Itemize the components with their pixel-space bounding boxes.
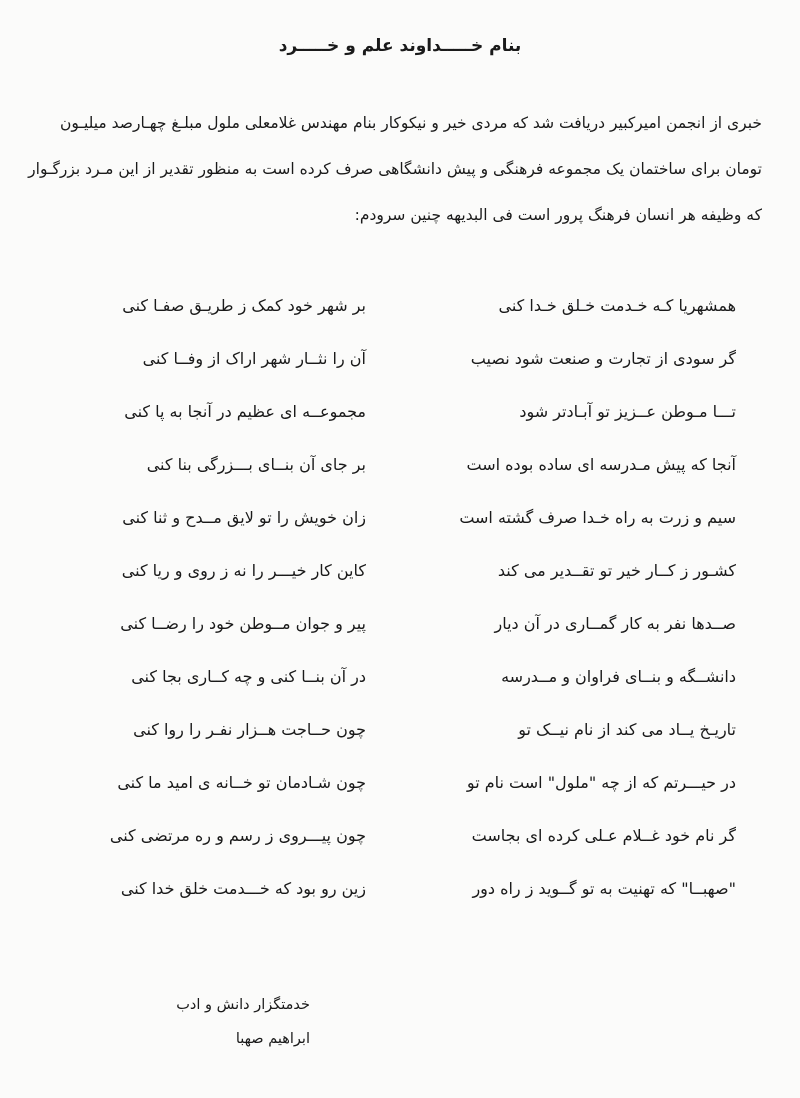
poem-hemistich-first: "صهبــا" که تهنیت به تو گــوید ز راه دور bbox=[472, 879, 736, 898]
poem-hemistich-second: چون شـادمان تو خــانه ی امید ما کنی bbox=[117, 773, 366, 792]
poem-hemistich-first: کشـور ز کــار خیر تو تقــدیر می کند bbox=[497, 561, 736, 580]
poem-couplet bbox=[0, 402, 800, 442]
poem-hemistich-second: چون حــاجت هــزار نفـر را روا کنی bbox=[133, 720, 366, 739]
poem-couplet bbox=[0, 455, 800, 495]
poem-couplet bbox=[0, 879, 800, 919]
poem-couplet bbox=[0, 667, 800, 707]
poem-couplet bbox=[0, 826, 800, 866]
poem-hemistich-first: تـــا مـوطن عــزیز تو آبـادتر شود bbox=[519, 402, 736, 421]
intro-line: که وظیفه هر انسان فرهنگ پرور است فی البدیهه چنین سرودم: bbox=[354, 206, 762, 224]
signature-title: خدمتگزار دانش و ادب bbox=[176, 997, 310, 1013]
poem-hemistich-first: تاریـخ یــاد می کند از نام نیــک تو bbox=[518, 720, 736, 739]
intro-line: تومان برای ساختمان یک مجموعه فرهنگی و پیش دانشگاهی صرف کرده است به منظور تقدیر از این مـرد بزرگـوار bbox=[28, 160, 762, 178]
poem-hemistich-first: دانشــگه و بنــای فراوان و مــدرسه bbox=[501, 667, 736, 686]
poem-couplet bbox=[0, 614, 800, 654]
poem-hemistich-first: در حیـــرتم که از چه "ملول" است نام تو bbox=[466, 773, 736, 792]
poem-hemistich-second: پیر و جوان مــوطن خود را رضــا کنی bbox=[120, 614, 366, 633]
poem-couplet bbox=[0, 561, 800, 601]
page-title: بنام خـــــداوند علم و خـــــرد bbox=[278, 36, 522, 56]
poem-hemistich-second: زان خویش را تو لایق مــدح و ثنا کنی bbox=[122, 508, 366, 527]
signature-name: ابراهیم صهبا bbox=[235, 1031, 310, 1047]
poem-hemistich-second: بر جای آن بنــای بـــزرگی بنا کنی bbox=[146, 455, 366, 474]
poem-hemistich-second: چون پیـــروی ز رسم و ره مرتضی کنی bbox=[109, 826, 366, 845]
poem-hemistich-second: مجموعــه ای عظیم در آنجا به پا کنی bbox=[124, 402, 366, 421]
poem-hemistich-first: سیم و زرت به راه خـدا صرف گشته است bbox=[459, 508, 736, 527]
poem-couplet bbox=[0, 720, 800, 760]
intro-line: خبری از انجمن امیرکبیر دریافت شد که مردی خیر و نیکوکار بنام مهندس غلامعلی ملول مبلـغ چهـارصد میلیـون bbox=[60, 114, 762, 132]
poem-hemistich-second: در آن بنــا کنی و چه کــاری بجا کنی bbox=[131, 667, 366, 686]
poem-hemistich-second: آن را نثــار شهر اراک از وفــا کنی bbox=[142, 349, 366, 368]
intro-paragraph bbox=[28, 100, 762, 238]
poem-hemistich-second: بر شهر خود کمک ز طریـق صفـا کنی bbox=[122, 296, 366, 315]
poem-hemistich-first: گر نام خود غــلام عـلی کرده ای بجاست bbox=[471, 826, 736, 845]
poem-couplet bbox=[0, 296, 800, 336]
poem-hemistich-first: همشهریا کـه خـدمت خـلق خـدا کنی bbox=[498, 296, 736, 315]
poem-hemistich-first: گر سودی از تجارت و صنعت شود نصیب bbox=[470, 349, 736, 368]
poem-hemistich-second: کاین کار خیـــر را نه ز روی و ریا کنی bbox=[121, 561, 366, 580]
poem-hemistich-first: صــدها نفر به کار گمــاری در آن دیار bbox=[494, 614, 736, 633]
signature-block bbox=[150, 988, 310, 1056]
poem-couplet bbox=[0, 773, 800, 813]
poem-hemistich-second: زین رو بود که خـــدمت خلق خدا کنی bbox=[120, 879, 366, 898]
poem-couplet bbox=[0, 508, 800, 548]
poem bbox=[0, 296, 800, 916]
poem-couplet bbox=[0, 349, 800, 389]
poem-hemistich-first: آنجا که پیش مـدرسه ای ساده بوده است bbox=[466, 455, 736, 474]
